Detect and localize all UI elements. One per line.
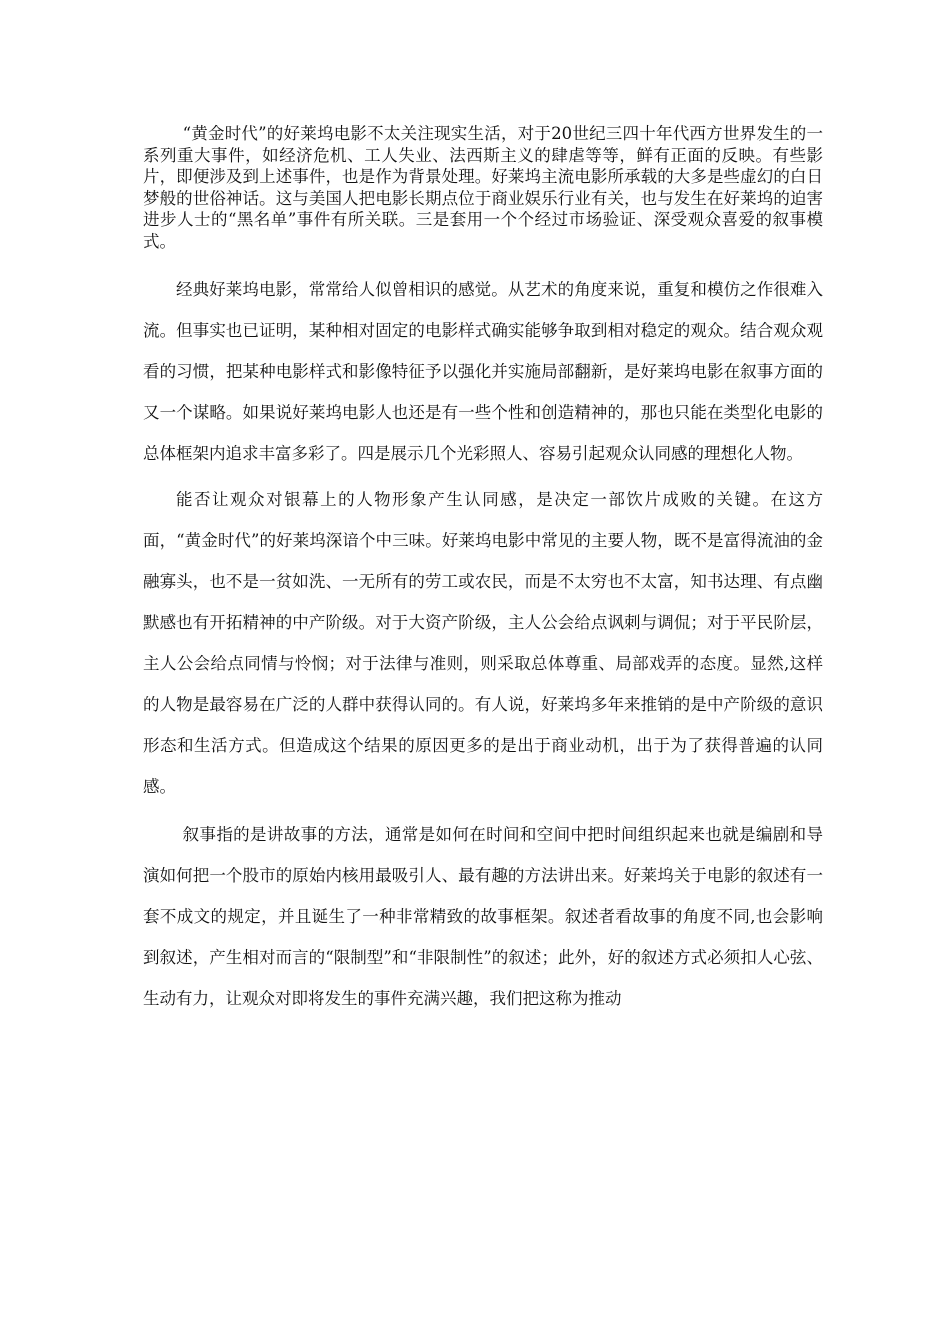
document-page: [143, 123, 823, 1019]
paragraph-idealized-characters: 能否让观众对银幕上的人物形象产生认同感，是决定一部饮片成败的关键。在这方面，“黄金时代”的好莱坞深谙个中三味。好莱坞电影中常见的主要人物，既不是富得流油的金融寡头，也不是一贫如洗、一无所有的劳工或农民，而是不太穷也不太富，知书达理、有点幽默感也有开拓精神的中产阶级。对于大资产阶级，主人公会给点讽刺与调侃；对于平民阶层，主人公会给点同情与怜悯；对于法律与准则，则采取总体尊重、局部戏弄的态度。显然,这样的人物是最容易在广泛的人群中获得认同的。有人说，好莱坞多年来推销的是中产阶级的意识形态和生活方式。但造成这个结果的原因更多的是出于商业动机，出于为了获得普遍的认同感。: [143, 490, 823, 796]
paragraph-golden-age-reality: “黄金时代”的好莱坞电影不太关注现实生活，对于20世纪三四十年代西方世界发生的一系列重大事件，如经济危机、工人失业、法西斯主义的肆虐等等，鲜有正面的反映。有些影片，即便涉及到上述事件，也是作为背景处理。好莱坞主流电影所承载的大多是些虚幻的白日梦般的世俗神话。这与美国人把电影长期点位于商业娱乐行业有关，也与发生在好莱坞的迫害进步人士的“黑名单”事件有所关联。三是套用一个个经过市场验证、深受观众喜爱的叙事模式。: [143, 124, 823, 251]
paragraph-narrative-modes: 经典好莱坞电影，常常给人似曾相识的感觉。从艺术的角度来说，重复和模仿之作很难入流。但事实也已证明，某种相对固定的电影样式确实能够争取到相对稳定的观众。结合观众观看的习惯，把某种电影样式和影像特征予以强化并实施局部翻新，是好莱坞电影在叙事方面的又一个谋略。如果说好莱坞电影人也还是有一些个性和创造精神的，那也只能在类型化电影的总体框架内追求丰富多彩了。四是展示几个光彩照人、容易引起观众认同感的理想化人物。: [143, 280, 823, 463]
paragraph-narration-method: 叙事指的是讲故事的方法，通常是如何在时间和空间中把时间组织起来也就是编剧和导演如何把一个股市的原始内核用最吸引人、最有趣的方法讲出来。好莱坞关于电影的叙述有一套不成文的规定，并且诞生了一种非常精致的故事框架。叙述者看故事的角度不同,也会影响到叙述，产生相对而言的“限制型”和“非限制性”的叙述；此外，好的叙述方式必须扣人心弦、生动有力，让观众对即将发生的事件充满兴趣，我们把这称为推动: [143, 825, 823, 1008]
